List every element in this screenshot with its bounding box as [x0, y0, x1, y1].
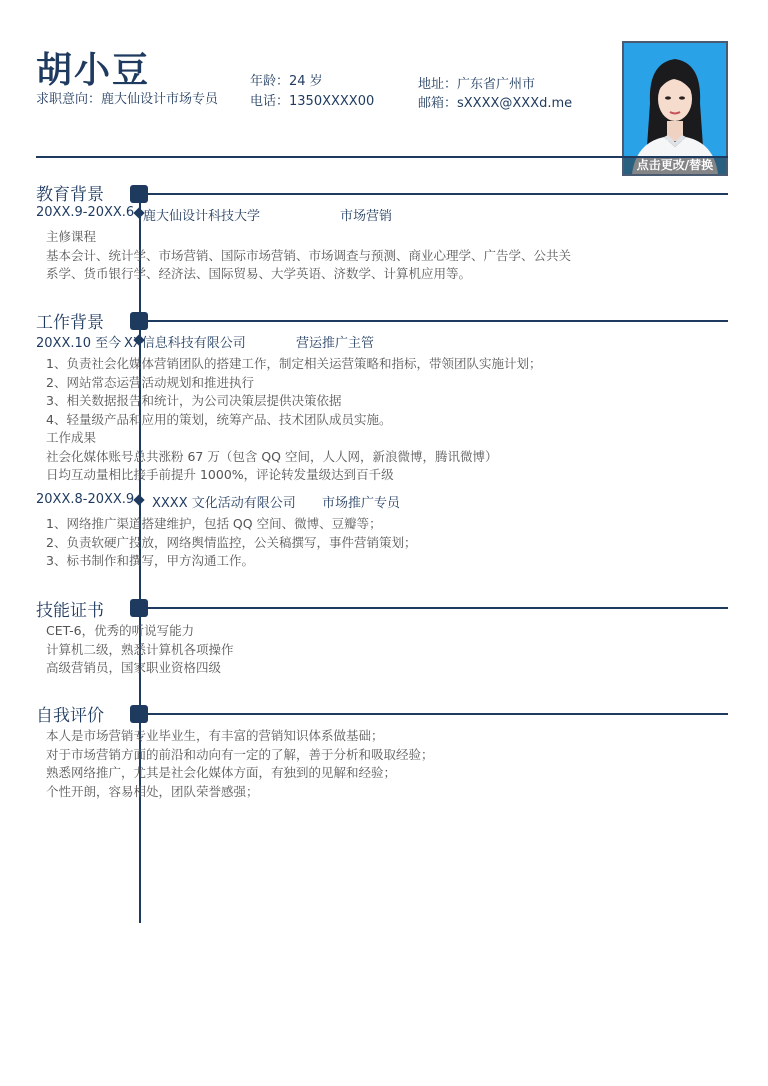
job2-date: 20XX.8-20XX.9 [36, 492, 135, 507]
section-title-self-eval: 自我评价 [36, 706, 104, 726]
portrait-image [624, 43, 726, 174]
entry-diamond [133, 494, 144, 505]
text-line: 基本会计、统计学、市场营销、国际市场营销、市场调查与预测、商业心理学、广告学、公共关 [46, 247, 572, 263]
text-line: 日均互动量相比接手前提升 1000%，评论转发量级达到百千级 [46, 467, 394, 482]
phone-info: 电话：1350XXXX00 [250, 94, 375, 109]
section-line-self-eval [148, 713, 728, 715]
job1-company: XX信息科技有限公司 [124, 336, 246, 351]
text-line: 4、轻量级产品和应用的策划，统筹产品、技术团队成员实施。 [46, 411, 392, 427]
age-info: 年龄：24 岁 [250, 74, 323, 89]
section-line-education [148, 193, 728, 195]
job2-role: 市场推广专员 [322, 496, 401, 511]
section-marker-self-eval [130, 705, 148, 723]
text-line: 主修课程 [46, 229, 97, 244]
job1-details [46, 355, 541, 485]
job1-date: 20XX.10 至今 [36, 336, 122, 351]
section-marker-work [130, 312, 148, 330]
section-line-skills [148, 607, 728, 609]
text-line: 高级营销员，国家职业资格四级 [46, 660, 222, 675]
text-line: 2、负责软硬广投放，网络舆情监控，公关稿撰写，事件营销策划； [46, 534, 417, 550]
job-intent: 求职意向：鹿大仙设计市场专员 [36, 92, 219, 107]
text-line: 3、相关数据报告和统计，为公司决策层提供决策依据 [46, 393, 342, 408]
section-title-education: 教育背景 [36, 185, 104, 205]
header-divider [36, 156, 728, 158]
text-line: 1、网络推广渠道搭建维护，包括 QQ 空间、微博、豆瓣等； [46, 516, 382, 531]
job2-company: XXXX 文化活动有限公司 [152, 496, 296, 511]
job2-details [46, 515, 416, 571]
section-title-skills: 技能证书 [36, 601, 104, 621]
resume-name: 胡小豆 [36, 50, 151, 91]
text-line: 工作成果 [46, 430, 97, 445]
section-title-work: 工作背景 [36, 313, 104, 333]
section-line-work [148, 320, 728, 322]
text-line: 对于市场营销方面的前沿和动向有一定的了解，善于分析和吸取经验； [46, 746, 434, 762]
email-info: 邮箱：sXXXX@XXXd.me [418, 96, 573, 111]
text-line: 计算机二级，熟悉计算机各项操作 [46, 641, 234, 657]
text-line: 1、负责社会化媒体营销团队的搭建工作，制定相关运营策略和指标，带领团队实施计划； [46, 356, 542, 371]
education-major: 市场营销 [340, 209, 393, 224]
text-line: 熟悉网络推广，尤其是社会化媒体方面，有独到的见解和经验； [46, 765, 397, 780]
section-marker-skills [130, 599, 148, 617]
text-line: 2、网站常态运营活动规划和推进执行 [46, 374, 254, 390]
skills-details [46, 622, 234, 678]
address-info: 地址：广东省广州市 [418, 77, 536, 92]
text-line: 社会化媒体账号总共涨粉 67 万（包含 QQ 空间，人人网，新浪微博，腾讯微博） [46, 448, 498, 464]
text-line: 个性开朗，容易相处，团队荣誉感强； [46, 783, 259, 799]
text-line: 本人是市场营销专业毕业生，有丰富的营销知识体系做基础； [46, 728, 384, 743]
text-line: CET-6，优秀的听说写能力 [46, 623, 195, 638]
text-line: 3、标书制作和撰写，甲方沟通工作。 [46, 553, 254, 568]
section-marker-education [130, 185, 148, 203]
self-eval-details [46, 727, 434, 801]
job1-role: 营运推广主管 [296, 336, 375, 351]
text-line: 系学、货币银行学、经济法、国际贸易、大学英语、济数学、计算机应用等。 [46, 266, 472, 281]
education-school: 鹿大仙设计科技大学 [143, 209, 261, 224]
education-details [46, 228, 571, 284]
change-photo-button[interactable]: 点击更改/替换 [624, 156, 726, 174]
education-date: 20XX.9-20XX.6 [36, 205, 135, 220]
